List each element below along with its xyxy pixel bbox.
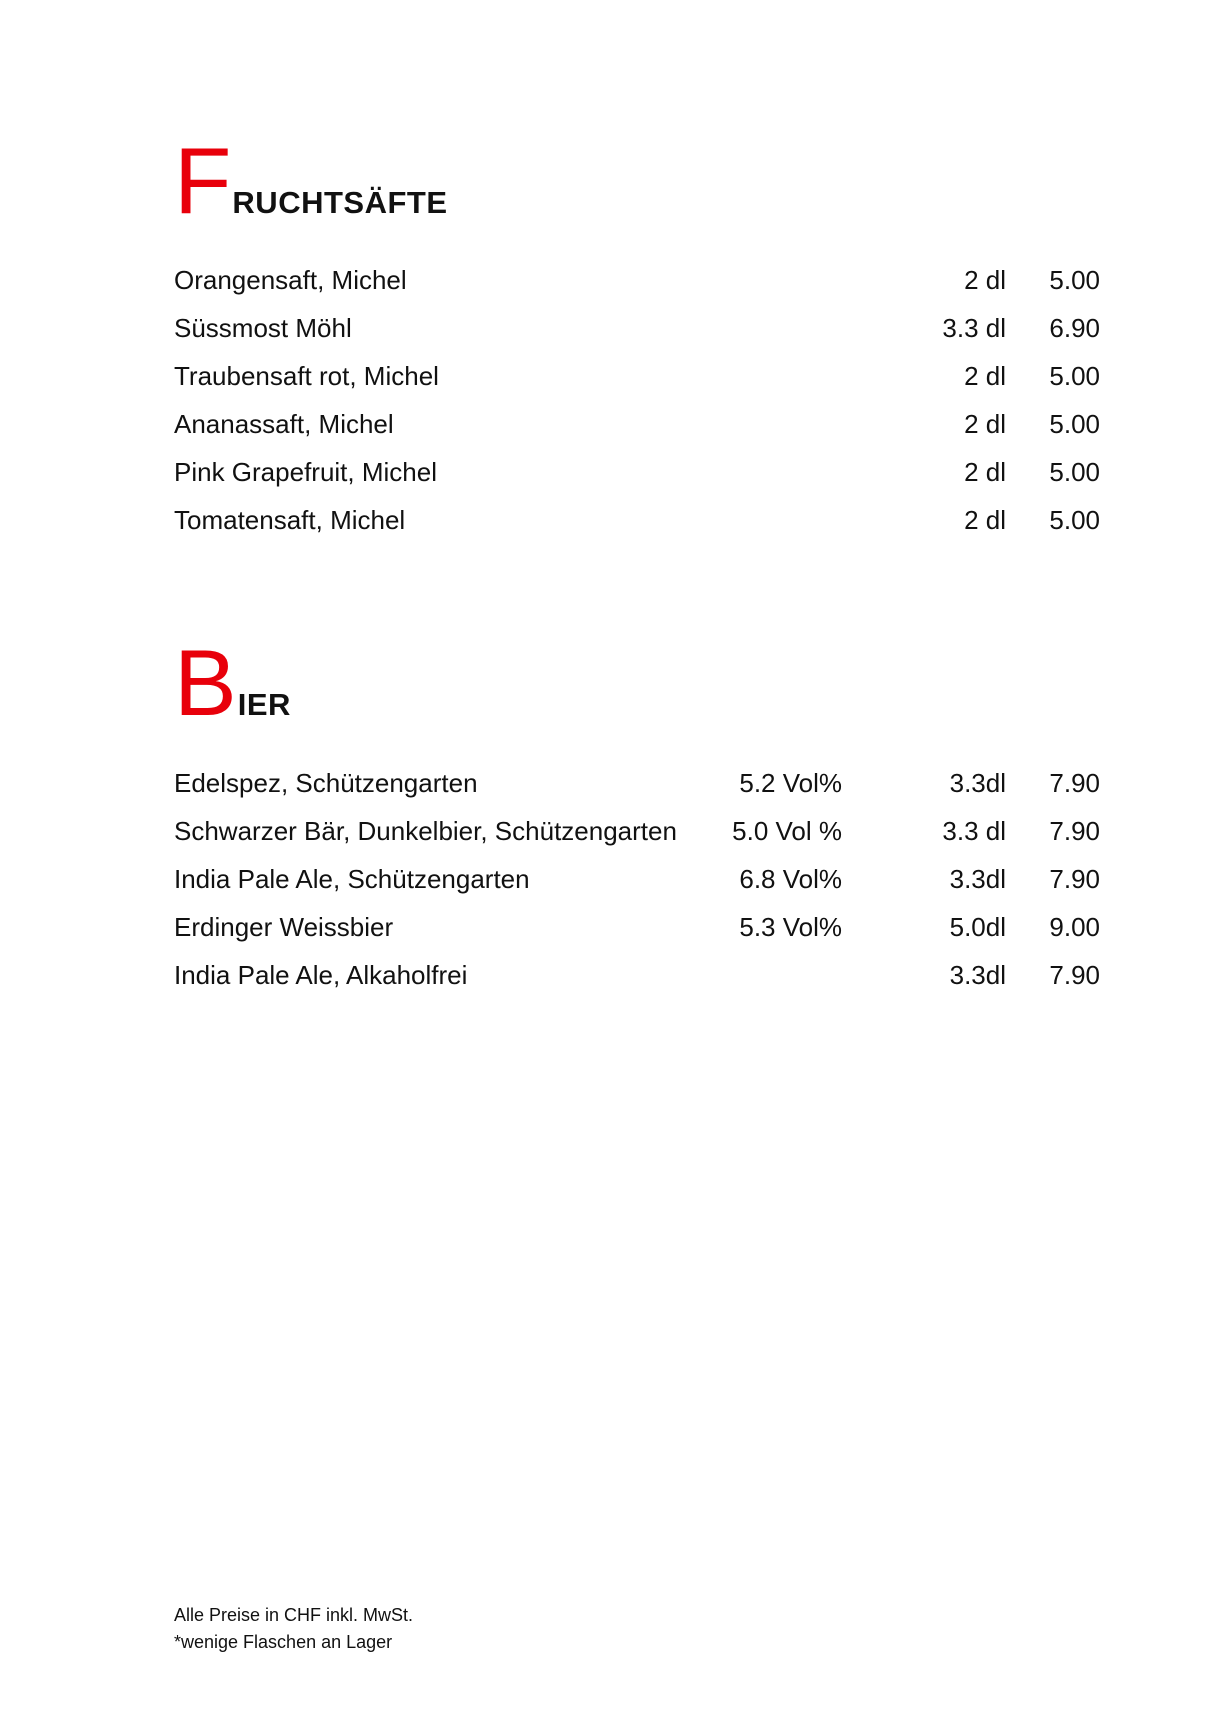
item-size: 2 dl [964, 265, 1006, 295]
item-name: Erdinger Weissbier [174, 912, 394, 942]
prices-footnote: Alle Preise in CHF inkl. MwSt. [174, 1605, 414, 1625]
item-size: 2 dl [964, 457, 1006, 487]
item-price: 5.00 [1049, 409, 1100, 439]
heading-text: RUCHTSÄFTE [232, 185, 448, 220]
item-price: 7.90 [1049, 864, 1100, 894]
item-price: 7.90 [1049, 768, 1100, 798]
stock-footnote: *wenige Flaschen an Lager [174, 1632, 393, 1652]
item-alcohol: 6.8 Vol% [739, 864, 842, 894]
item-price: 5.00 [1049, 361, 1100, 391]
item-alcohol: 5.2 Vol% [739, 768, 842, 798]
item-size: 3.3 dl [942, 816, 1006, 846]
item-size: 3.3dl [949, 960, 1006, 990]
item-size: 2 dl [964, 409, 1006, 439]
item-price: 6.90 [1049, 313, 1100, 343]
item-price: 5.00 [1049, 505, 1100, 535]
item-alcohol: 5.3 Vol% [739, 912, 842, 942]
menu-item [174, 406, 1102, 454]
beer-list [174, 765, 1102, 1005]
item-size: 3.3 dl [942, 313, 1006, 343]
menu-item [174, 262, 1102, 310]
menu-item [174, 957, 1102, 1005]
item-size: 3.3dl [949, 864, 1006, 894]
item-size: 2 dl [964, 361, 1006, 391]
item-price: 5.00 [1049, 457, 1100, 487]
item-name: Schwarzer Bär, Dunkelbier, Schützengarten [174, 816, 677, 846]
item-size: 2 dl [964, 505, 1006, 535]
fruit-juice-list [174, 262, 1102, 550]
menu-item [174, 454, 1102, 502]
menu-item [174, 813, 1102, 861]
menu-item [174, 502, 1102, 550]
item-name: India Pale Ale, Schützengarten [174, 864, 530, 894]
menu-item [174, 765, 1102, 813]
section-heading-fruit-juices [174, 128, 448, 233]
item-name: Edelspez, Schützengarten [174, 768, 478, 798]
menu-item [174, 861, 1102, 909]
item-price: 7.90 [1049, 960, 1100, 990]
heading-initial-letter: F [174, 128, 232, 233]
heading-text: IER [237, 687, 291, 722]
section-heading-beer [174, 630, 291, 735]
item-name: India Pale Ale, Alkaholfrei [174, 960, 468, 990]
item-price: 9.00 [1049, 912, 1100, 942]
heading-initial-letter: B [174, 630, 237, 735]
item-name: Süssmost Möhl [174, 313, 352, 343]
item-price: 5.00 [1049, 265, 1100, 295]
item-name: Orangensaft, Michel [174, 265, 407, 295]
item-size: 3.3dl [949, 768, 1006, 798]
item-name: Traubensaft rot, Michel [174, 361, 439, 391]
item-price: 7.90 [1049, 816, 1100, 846]
menu-item [174, 909, 1102, 957]
item-alcohol: 5.0 Vol % [732, 816, 842, 846]
item-name: Ananassaft, Michel [174, 409, 394, 439]
item-size: 5.0dl [949, 912, 1006, 942]
item-name: Pink Grapefruit, Michel [174, 457, 437, 487]
item-name: Tomatensaft, Michel [174, 505, 406, 535]
menu-item [174, 358, 1102, 406]
menu-item [174, 310, 1102, 358]
